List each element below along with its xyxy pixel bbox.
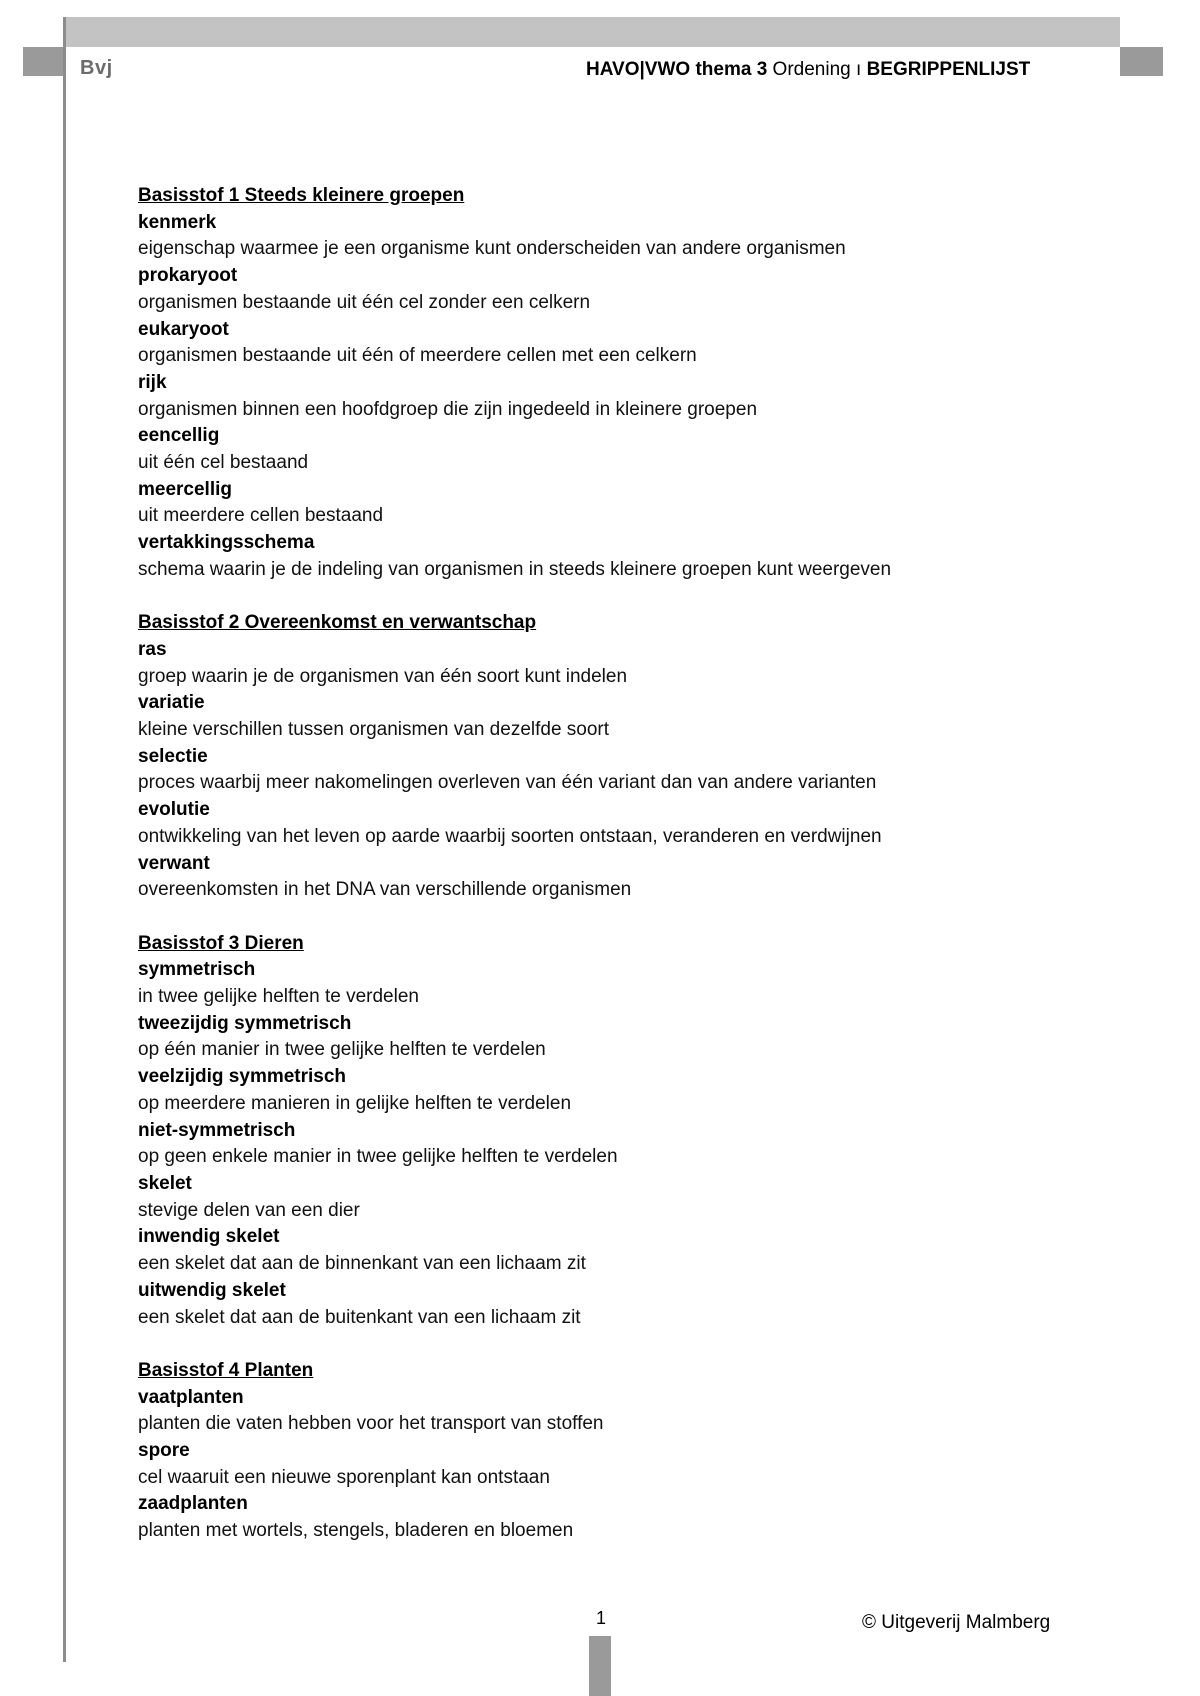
- glossary-definition: een skelet dat aan de binnenkant van een lichaam zit: [138, 1253, 586, 1275]
- glossary-definition: organismen bestaande uit één of meerdere cellen met een celkern: [138, 345, 697, 367]
- glossary-definition: groep waarin je de organismen van één soort kunt indelen: [138, 665, 628, 687]
- glossary-term: evolutie: [138, 799, 210, 821]
- glossary-definition: planten die vaten hebben voor het transport van stoffen: [138, 1413, 604, 1435]
- header-bar: [65, 17, 1120, 47]
- glossary-definition: cel waaruit een nieuwe sporenplant kan ontstaan: [138, 1466, 550, 1488]
- left-margin-rule: [63, 17, 66, 1662]
- glossary-term: rijk: [138, 371, 167, 393]
- glossary-term: uitwendig skelet: [138, 1279, 286, 1301]
- glossary-section: [138, 1358, 1138, 1545]
- section-title: Basisstof 3 Dieren: [138, 932, 304, 954]
- glossary-definition: uit één cel bestaand: [138, 452, 309, 474]
- header-course: HAVO|VWO thema 3: [586, 59, 768, 80]
- glossary-term: eencellig: [138, 425, 220, 447]
- glossary-definition: eigenschap waarmee je een organisme kunt onderscheiden van andere organismen: [138, 238, 846, 260]
- glossary-definition: stevige delen van een dier: [138, 1199, 360, 1221]
- glossary-term: ras: [138, 638, 167, 660]
- glossary-term: variatie: [138, 692, 205, 714]
- glossary-term: niet-symmetrisch: [138, 1119, 296, 1141]
- glossary-term: tweezijdig symmetrisch: [138, 1012, 352, 1034]
- header-initials: Bvj: [80, 57, 113, 79]
- glossary-definition: schema waarin je de indeling van organismen in steeds kleinere groepen kunt weergeven: [138, 558, 892, 580]
- glossary-term: prokaryoot: [138, 265, 238, 287]
- glossary-term: skelet: [138, 1172, 192, 1194]
- glossary-definition: proces waarbij meer nakomelingen overleven van één variant dan van andere varianten: [138, 772, 877, 794]
- glossary-section: [138, 931, 1138, 1332]
- glossary-content: [138, 183, 1138, 1545]
- section-title: Basisstof 2 Overeenkomst en verwantschap: [138, 612, 537, 634]
- glossary-definition: op geen enkele manier in twee gelijke helften te verdelen: [138, 1146, 618, 1168]
- glossary-definition: planten met wortels, stengels, bladeren en bloemen: [138, 1520, 574, 1542]
- glossary-definition: een skelet dat aan de buitenkant van een lichaam zit: [138, 1306, 581, 1328]
- glossary-definition: organismen bestaande uit één cel zonder een celkern: [138, 291, 591, 313]
- glossary-definition: in twee gelijke helften te verdelen: [138, 986, 419, 1008]
- page-number: 1: [596, 1608, 607, 1628]
- header-doc-type: BEGRIPPENLIJST: [866, 59, 1031, 80]
- bottom-tab-block: [589, 1636, 611, 1696]
- header-title: [586, 59, 1030, 81]
- glossary-section: [138, 183, 1138, 584]
- glossary-term: zaadplanten: [138, 1493, 248, 1515]
- glossary-term: selectie: [138, 745, 208, 767]
- glossary-term: kenmerk: [138, 211, 217, 233]
- glossary-term: vaatplanten: [138, 1386, 244, 1408]
- glossary-term: meercellig: [138, 478, 232, 500]
- header-topic: Ordening: [767, 59, 851, 80]
- corner-block-right: [1120, 47, 1163, 76]
- glossary-definition: uit meerdere cellen bestaand: [138, 505, 384, 527]
- glossary-term: verwant: [138, 852, 210, 874]
- glossary-term: spore: [138, 1440, 190, 1461]
- header-separator: ı: [850, 59, 867, 80]
- glossary-definition: kleine verschillen tussen organismen van dezelfde soort: [138, 719, 610, 741]
- glossary-section: [138, 610, 1138, 904]
- glossary-term: eukaryoot: [138, 318, 229, 340]
- glossary-definition: op meerdere manieren in gelijke helften te verdelen: [138, 1092, 572, 1114]
- glossary-definition: organismen binnen een hoofdgroep die zijn ingedeeld in kleinere groepen: [138, 398, 758, 420]
- copyright-notice: © Uitgeverij Malmberg: [862, 1612, 1051, 1633]
- glossary-term: inwendig skelet: [138, 1226, 280, 1248]
- glossary-definition: op één manier in twee gelijke helften te verdelen: [138, 1039, 546, 1061]
- section-title: Basisstof 4 Planten: [138, 1359, 314, 1381]
- corner-block-left: [23, 47, 63, 76]
- glossary-term: vertakkingsschema: [138, 532, 315, 554]
- glossary-definition: ontwikkeling van het leven op aarde waarbij soorten ontstaan, veranderen en verdwijnen: [138, 825, 882, 847]
- section-title: Basisstof 1 Steeds kleinere groepen: [138, 185, 465, 206]
- glossary-term: symmetrisch: [138, 959, 256, 981]
- glossary-term: veelzijdig symmetrisch: [138, 1066, 347, 1088]
- glossary-definition: overeenkomsten in het DNA van verschillende organismen: [138, 879, 632, 901]
